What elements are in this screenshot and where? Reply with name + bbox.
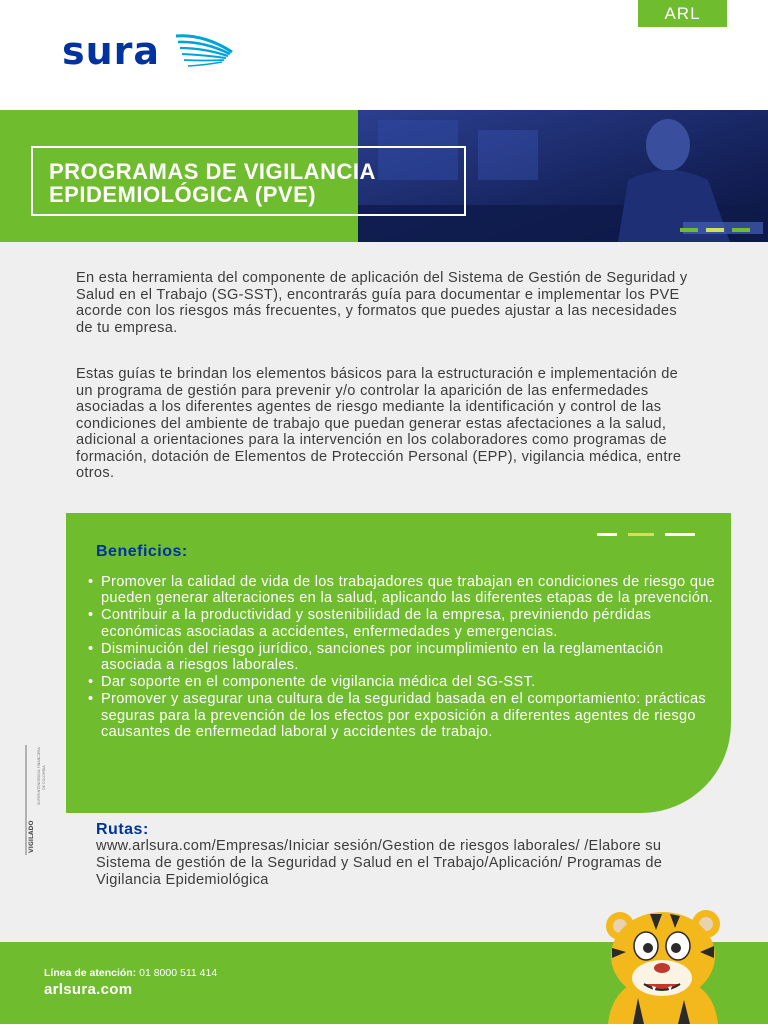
benefits-heading: Beneficios: xyxy=(96,543,188,560)
page-title: PROGRAMAS DE VIGILANCIA EPIDEMIOLÓGICA (PVE) xyxy=(49,159,376,207)
routes-heading: Rutas: xyxy=(96,821,149,838)
arl-tag: ARL xyxy=(638,0,727,27)
svg-text:SUPERINTENDENCIA FINANCIERA: SUPERINTENDENCIA FINANCIERA xyxy=(37,747,41,805)
decor-dash xyxy=(628,533,654,536)
support-line-number: 01 8000 511 414 xyxy=(139,967,218,979)
footer-website[interactable]: arlsura.com xyxy=(44,981,133,998)
title-box xyxy=(31,146,466,216)
vigilado-stamp xyxy=(20,745,50,855)
logo-wing-icon xyxy=(174,32,234,70)
vigilado-icon xyxy=(20,745,50,855)
benefit-item: • Disminución del riesgo jurídico, sanciones por incumplimiento en la reglamentación asociada a riesgos laborales. xyxy=(88,641,718,673)
benefit-item: • Contribuir a la productividad y sostenibilidad de la empresa, previniendo pérdidas económicas asociadas a accidentes, enfermedades y emergencias. xyxy=(88,607,718,639)
intro-paragraph-1: En esta herramienta del componente de aplicación del Sistema de Gestión de Seguridad y Salud en el Trabajo (SG-SST), encontrarás guía para documentar e implementar los PVE acorde con los riesgos más frecuentes, y formatos que puedes ajustar a las necesidades de tu empresa. xyxy=(76,270,688,336)
logo-wordmark: sura xyxy=(62,29,161,73)
decor-dash xyxy=(597,533,617,536)
benefit-item: • Dar soporte en el componente de vigilancia médica del SG-SST. xyxy=(88,674,718,690)
svg-text:DE COLOMBIA: DE COLOMBIA xyxy=(42,765,46,790)
support-line xyxy=(44,967,217,979)
benefits-list xyxy=(88,574,718,741)
routes-path: www.arlsura.com/Empresas/Iniciar sesión/Gestion de riesgos laborales/ /Elabore su Sistema de gestión de la Seguridad y Salud en el Trabajo/Aplicación/ Programas de Vigilancia Epidemiológica xyxy=(96,838,663,888)
decor-dash xyxy=(665,533,695,536)
sura-logo xyxy=(62,28,237,74)
benefit-item: • Promover la calidad de vida de los trabajadores que trabajan en condiciones de riesgo que pueden generar alteraciones en la salud, aplicando las diferentes etapas de la prevención. xyxy=(88,574,718,606)
tiger-mascot-icon xyxy=(578,908,748,1024)
svg-text:VIGILADO: VIGILADO xyxy=(28,820,35,853)
intro-paragraph-2: Estas guías te brindan los elementos básicos para la estructuración e implementación de un programa de gestión para prevenir y/o controlar la aparición de las enfermedades asociadas a los diferentes agentes de riesgo mediante la identificación y control de las condiciones del ambiente de trabajo que puedan generar estas afectaciones a la salud, adicional a orientaciones para la intervención en los colaboradores como programas de formación, dotación de Elementos de Protección Personal (EPP), vigilancia médica, entre otros. xyxy=(76,366,682,481)
benefit-item: • Promover y asegurar una cultura de la seguridad basada en el comportamiento: prácticas seguras para la prevención de los efectos por exposición a diferentes agentes de riesgo causantes de enfermedad laboral y accidentes de trabajo. xyxy=(88,691,718,740)
tiger-mascot xyxy=(578,908,748,1024)
support-line-label: Línea de atención: xyxy=(44,967,137,979)
